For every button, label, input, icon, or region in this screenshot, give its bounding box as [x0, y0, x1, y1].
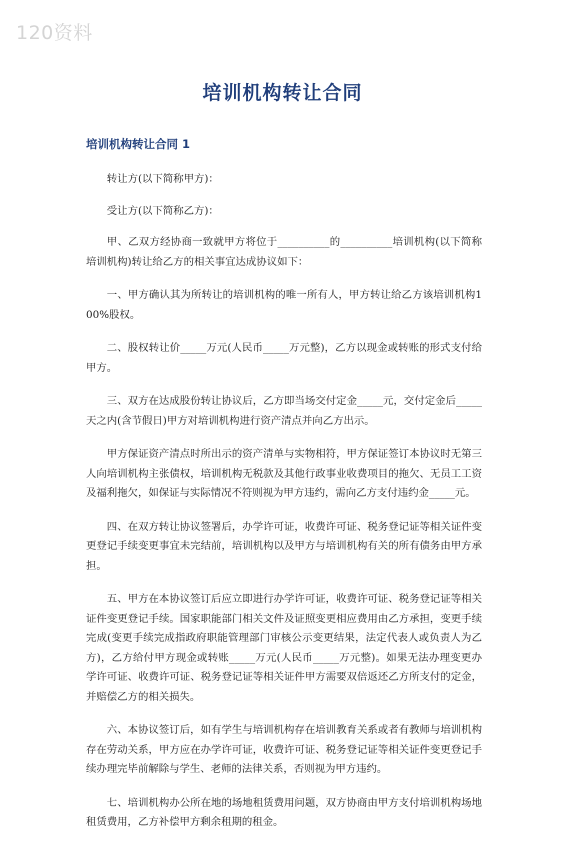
paragraph-clause-1: 一、甲方确认其为所转让的培训机构的唯一所有人，甲方转让给乙方该培训机构100%股权。 [86, 289, 482, 321]
contract-body [86, 170, 482, 847]
paragraph-transferee: 受让方(以下简称乙方)： [106, 204, 219, 217]
paragraph-clause-7: 七、培训机构办公所在地的场地租赁费用问题，双方协商由甲方支付培训机构场地租赁费用，乙方补偿甲方剩余租期的租金。 [86, 796, 482, 828]
paragraph-transferor: 转让方(以下简称甲方)： [106, 173, 219, 185]
document-title: 培训机构转让合同 [202, 82, 363, 104]
paragraph-clause-3: 三、双方在达成股份转让协议后，乙方即当场交付定金_____元，交付定金后_____天之内(含节假日)甲方对培训机构进行资产清点并向乙方出示。 [86, 395, 482, 427]
paragraph-clause-6: 六、本协议签订后，如有学生与培训机构存在培训教育关系或者有教师与培训机构存在劳动关系，甲方应在办学许可证，收费许可证、税务登记证等相关证件变更登记手续办理完毕前解除与学生、老师的法律关系，否则视为甲方违约。 [86, 724, 482, 775]
paragraph-clause-4: 四、在双方转让协议签署后，办学许可证，收费许可证、税务登记证等相关证件变更登记手续变更事宜未完结前，培训机构以及甲方与培训机构有关的所有债务由甲方承担。 [86, 520, 482, 572]
paragraph-guarantee: 甲方保证资产清点时所出示的资产清单与实物相符，甲方保证签订本协议时无第三人向培训机构主张债权，培训机构无税款及其他行政事业收费项目的拖欠、无员工工资及福利拖欠，如保证与实际情况不符则视为甲方违约，需向乙方支付违约金_____元。 [86, 448, 482, 499]
paragraph-clause-2: 二、股权转让价_____万元(人民币_____万元整)，乙方以现金或转账的形式支付给甲方。 [86, 342, 482, 374]
watermark-logo: 120资料 [16, 22, 93, 44]
paragraph-preamble: 甲、乙双方经协商一致就甲方将位于__________的__________培训机构(以下简称培训机构)转让给乙方的相关事宜达成协议如下： [86, 236, 482, 268]
paragraph-clause-5: 五、甲方在本协议签订后应立即进行办学许可证，收费许可证、税务登记证等相关证件变更登记手续。国家职能部门相关文件及证照变更相应费用由乙方承担，变更手续完成(变更手续完成指政府职能管理部门审核公示变更结果，法定代表人或负责人为乙方)，乙方给付甲方现金或转账_____万元(人民币_____万元整)。如果无法办理变更办学许可证、收费许可证、税务登记证等相关证件甲方需要双倍返还乙方所支付的定金，并赔偿乙方的相关损失。 [86, 593, 482, 703]
document-subtitle: 培训机构转让合同 1 [86, 137, 191, 151]
